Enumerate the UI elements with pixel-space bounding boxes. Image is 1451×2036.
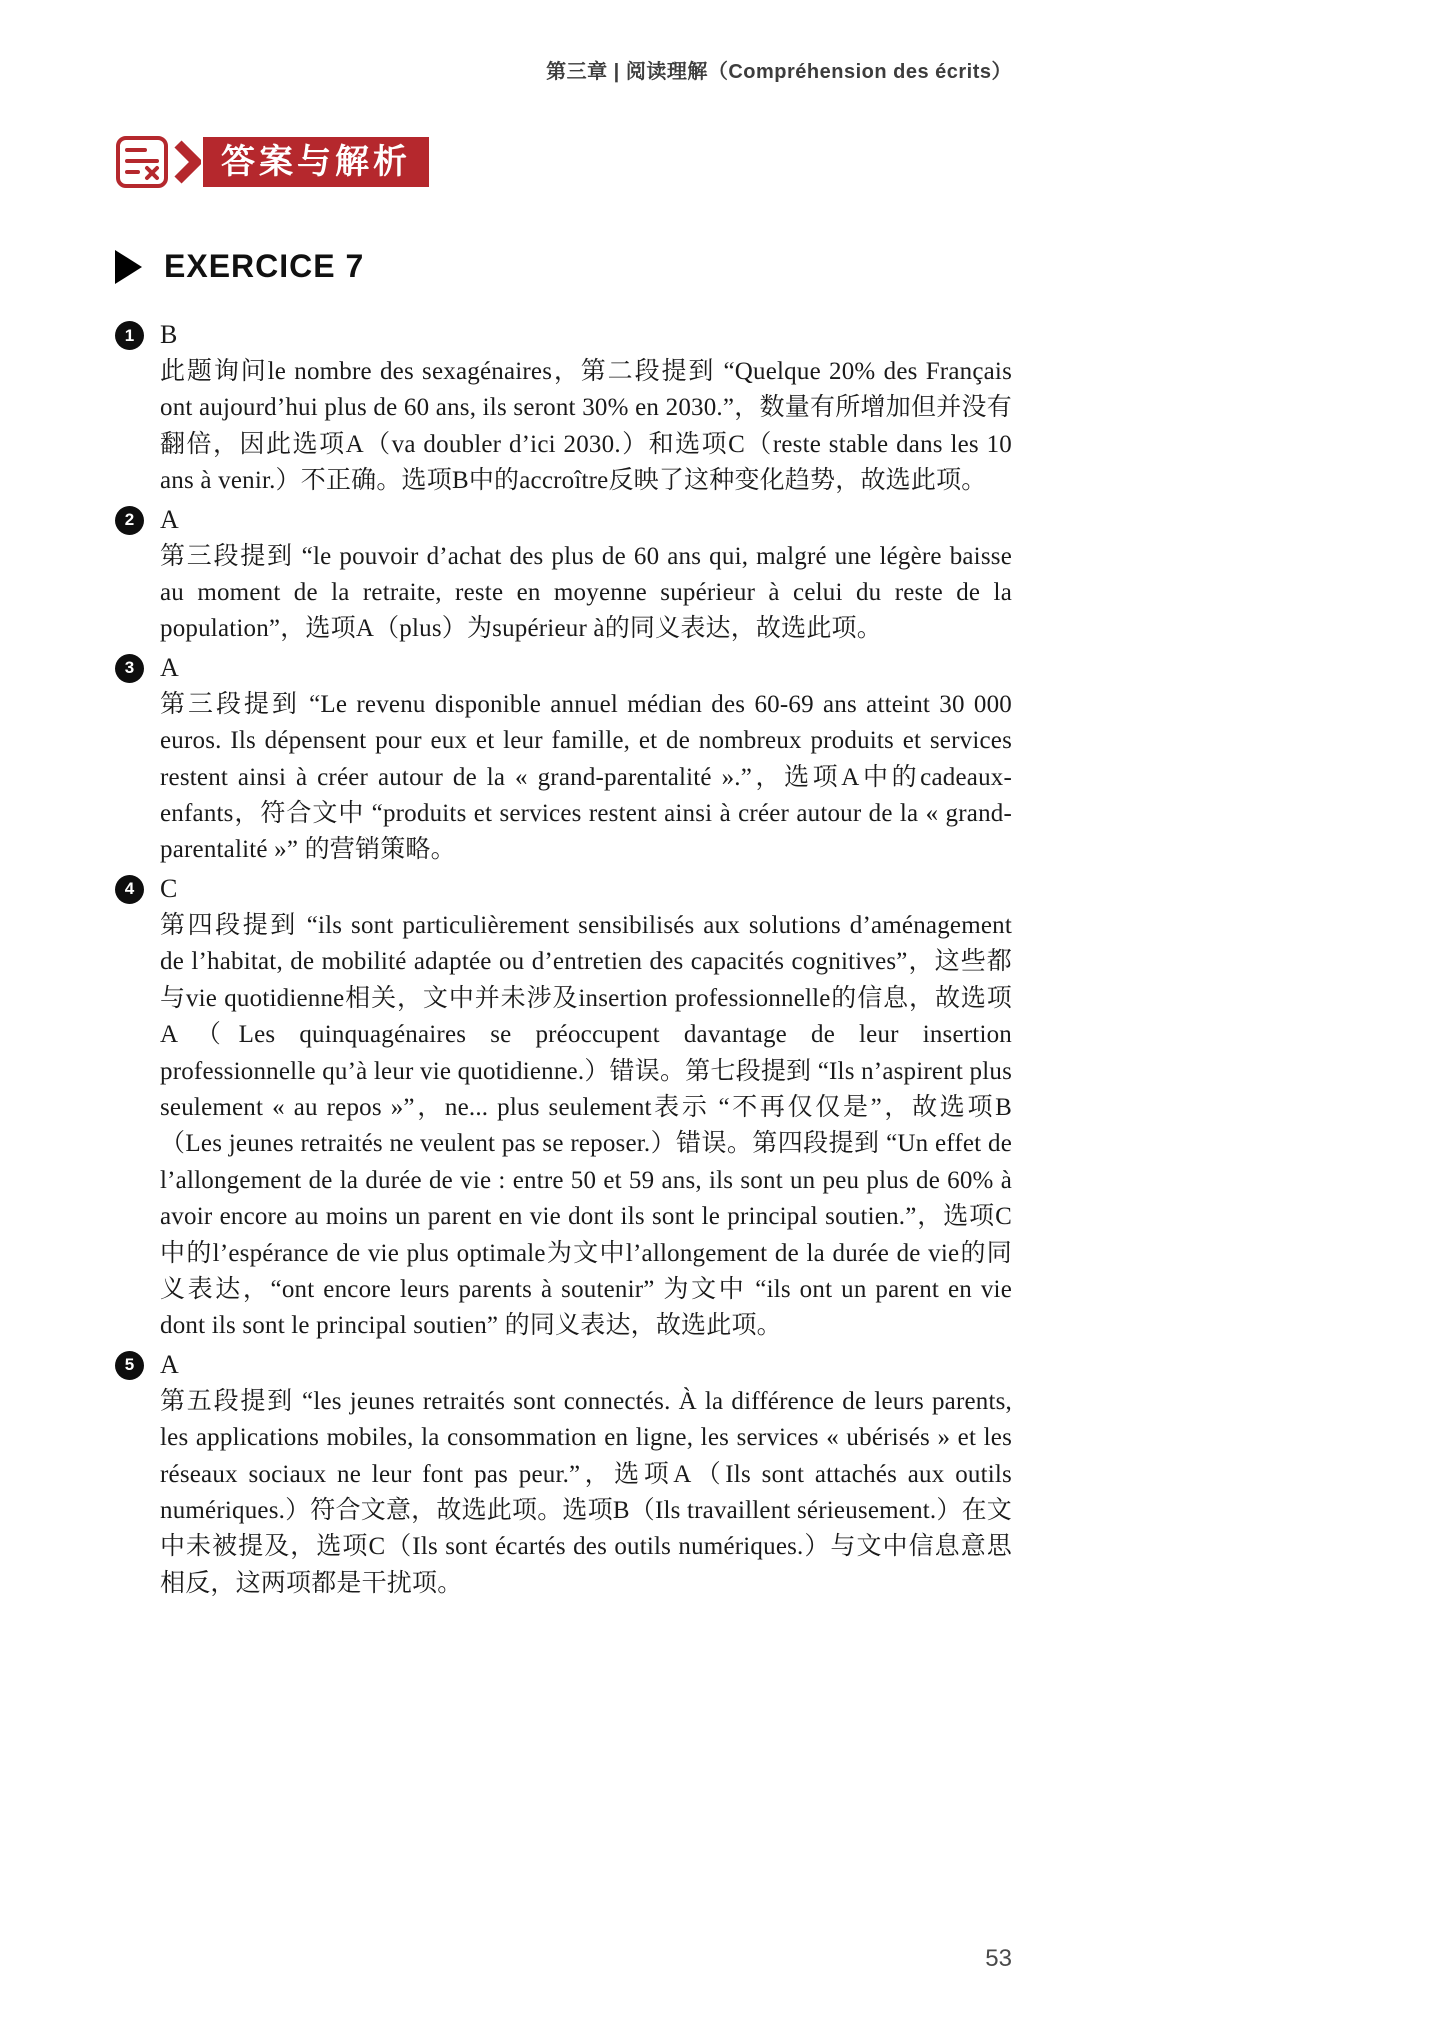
page-content [115,0,1012,1602]
answer-explanation: 第四段提到 “ils sont particulièrement sensibilisés aux solutions d’aménagement de l’habitat, de mobilité adaptée ou d’entretien des capacités cognitives”，这些都与vie quotidienne相关，文中并未涉及insertion professionnelle的信息，故选项A（Les quinquagénaires se préoccupent davantage de leur insertion professionnelle qu’à leur vie quotidienne.）错误。第七段提到 “Ils n’aspirent plus seulement « au repos »”，ne... plus seulement表示 “不再仅仅是”，故选项B（Les jeunes retraités ne veulent pas se reposer.）错误。第四段提到 “Un effet de l’allongement de la durée de vie : entre 50 et 59 ans, ils sont un peu plus de 60% à avoir encore au moins un parent en vie dont ils sont le principal soutien.”，选项C中的l’espérance de vie plus optimale为文中l’allongement de la durée de vie的同义表达，“ont encore leurs parents à soutenir” 为文中 “ils ont un parent en vie dont ils sont le principal soutien” 的同义表达，故选此项。 [160,911,1012,1340]
answers-list [115,315,1012,1602]
chapter-header: 第三章 | 阅读理解（Compréhension des écrits） [546,61,1012,83]
answer-number-badge: 1 [115,321,144,350]
exercise-heading [115,248,1012,285]
chevron-right-icon [173,139,201,185]
answer-item [115,1345,1012,1602]
answer-explanation: 第三段提到 “Le revenu disponible annuel médian des 60-69 ans atteint 30 000 euros. Ils dépensent pour eux et leur famille, et de nombreux produits et services restent ainsi à créer autour de la « grand-parentalité ».”，选项A中的cadeaux-enfants，符合文中 “produits et services restent ainsi à créer autour de la « grand-parentalité »” 的营销策略。 [160,690,1012,864]
answer-item [115,648,1012,869]
answer-number-badge: 5 [115,1351,144,1380]
answer-number-badge: 4 [115,875,144,904]
answers-banner-title: 答案与解析 [203,137,429,187]
triangle-right-icon [115,250,142,284]
answer-item [115,500,1012,648]
answer-letter: C [160,873,178,903]
answer-explanation: 此题询问le nombre des sexagénaires，第二段提到 “Quelque 20% des Français ont aujourd’hui plus de 60 ans, ils seront 30% en 2030.”，数量有所增加但并没有翻倍，因此选项A（va doubler d’ici 2030.）和选项C（reste stable dans les 10 ans à venir.）不正确。选项B中的accroître反映了这种变化趋势，故选此项。 [160,358,1012,495]
answers-banner [115,134,1012,190]
answer-number-badge: 3 [115,654,144,683]
answer-explanation: 第三段提到 “le pouvoir d’achat des plus de 60 ans qui, malgré une légère baisse au moment de la retraite, reste en moyenne supérieur à celui du reste de la population”，选项A（plus）为supérieur à的同义表达，故选此项。 [160,542,1012,643]
exercise-title: EXERCICE 7 [164,248,365,284]
page-number: 53 [985,1945,1012,1972]
answer-number-badge: 2 [115,506,144,535]
answer-item [115,315,1012,500]
answer-sheet-icon [115,135,169,189]
answer-letter: A [160,652,179,682]
answer-letter: B [160,320,178,349]
answer-letter: A [160,504,179,534]
answer-item [115,869,1012,1345]
answer-letter: A [160,1349,179,1379]
answer-explanation: 第五段提到 “les jeunes retraités sont connectés. À la différence de leurs parents, les applications mobiles, la consommation en ligne, les services « ubérisés » et les réseaux sociaux ne leur font pas peur.”，选项A（Ils sont attachés aux outils numériques.）符合文意，故选此项。选项B（Ils travaillent sérieusement.）在文中未被提及，选项C（Ils sont écartés des outils numériques.）与文中信息意思相反，这两项都是干扰项。 [160,1387,1012,1597]
